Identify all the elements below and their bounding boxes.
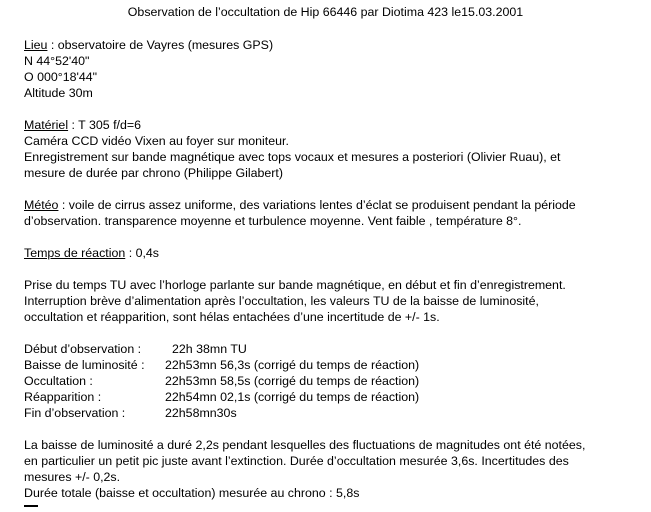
observation-label: Occultation : xyxy=(24,374,93,389)
materiel-text: : T 305 f/d=6 xyxy=(68,118,141,132)
end-mark-divider xyxy=(24,505,38,507)
conclusion-line: La baisse de luminosité a duré 2,2s pendant lesquelles des fluctuations de magnitudes ont été notées, xyxy=(24,438,586,452)
materiel-label: Matériel xyxy=(24,118,69,132)
meteo-section xyxy=(24,197,644,229)
observation-value: 22h53mn 56,3s (corrigé du temps de réaction) xyxy=(165,358,420,373)
observations-list xyxy=(24,341,644,421)
conclusion-line: mesures +/- 0,2s. xyxy=(24,470,121,485)
observation-label: Fin d’observation : xyxy=(24,406,126,421)
prise-line: Interruption brève d’alimentation après l’occultation, les valeurs TU de la baisse de luminosité, xyxy=(24,294,539,309)
meteo-heading-line xyxy=(24,197,644,213)
materiel-line-camera: Caméra CCD vidéo Vixen au foyer sur moniteur. xyxy=(24,134,289,149)
materiel-section xyxy=(24,117,644,181)
observation-value: 22h53mn 58,5s (corrigé du temps de réaction) xyxy=(165,374,420,389)
materiel-line-enregistrement: Enregistrement sur bande magnétique avec tops vocaux et mesures a posteriori (Olivier Ruau), et xyxy=(24,150,561,165)
conclusion-section xyxy=(24,437,644,501)
lieu-latitude: N 44°52'40" xyxy=(24,54,90,69)
lieu-altitude: Altitude 30m xyxy=(24,86,93,101)
lieu-text: : observatoire de Vayres (mesures GPS) xyxy=(47,38,274,52)
observation-value: 22h54mn 02,1s (corrigé du temps de réaction) xyxy=(165,390,420,405)
prise-line: Prise du temps TU avec l’horloge parlante sur bande magnétique, en début et fin d’enregistrement. xyxy=(24,278,566,292)
observation-row xyxy=(24,341,644,357)
observation-label: Baisse de luminosité : xyxy=(24,358,145,373)
observation-row xyxy=(24,373,644,389)
observation-row xyxy=(24,405,644,421)
observation-row xyxy=(24,389,644,405)
observation-row xyxy=(24,357,644,373)
observation-label: Début d’observation : xyxy=(24,342,142,356)
conclusion-line: Durée totale (baisse et occultation) mesurée au chrono : 5,8s xyxy=(24,486,360,501)
prise-section xyxy=(24,277,644,325)
document-title: Observation de l’occultation de Hip 66446 par Diotima 423 le15.03.2001 xyxy=(127,5,524,19)
meteo-line-2: d’observation. transparence moyenne et turbulence moyenne. Vent faible , température 8°. xyxy=(24,214,522,229)
observation-label: Réapparition : xyxy=(24,390,102,405)
reaction-section xyxy=(24,245,644,261)
meteo-label: Météo xyxy=(24,198,59,212)
observation-value: 22h 38mn TU xyxy=(172,342,247,356)
reaction-value: : 0,4s xyxy=(125,246,159,260)
lieu-longitude: O 000°18'44" xyxy=(24,70,98,85)
conclusion-line: en particulier un petit pic juste avant l’extinction. Durée d’occultation mesurée 3,6s. Incertitudes des xyxy=(24,454,569,469)
observation-value: 22h58mn30s xyxy=(165,406,237,421)
reaction-line xyxy=(24,245,644,261)
materiel-line-chrono: mesure de durée par chrono (Philippe Gilabert) xyxy=(24,166,283,181)
reaction-label: Temps de réaction xyxy=(24,246,126,260)
materiel-heading-line xyxy=(24,117,644,133)
lieu-section xyxy=(24,37,644,101)
prise-line: occultation et réapparition, sont hélas entachées d’une incertitude de +/- 1s. xyxy=(24,310,440,325)
lieu-heading-line xyxy=(24,37,644,53)
meteo-text: : voile de cirrus assez uniforme, des variations lentes d’éclat se produisent pendant la période xyxy=(58,198,576,212)
lieu-label: Lieu xyxy=(24,38,48,52)
